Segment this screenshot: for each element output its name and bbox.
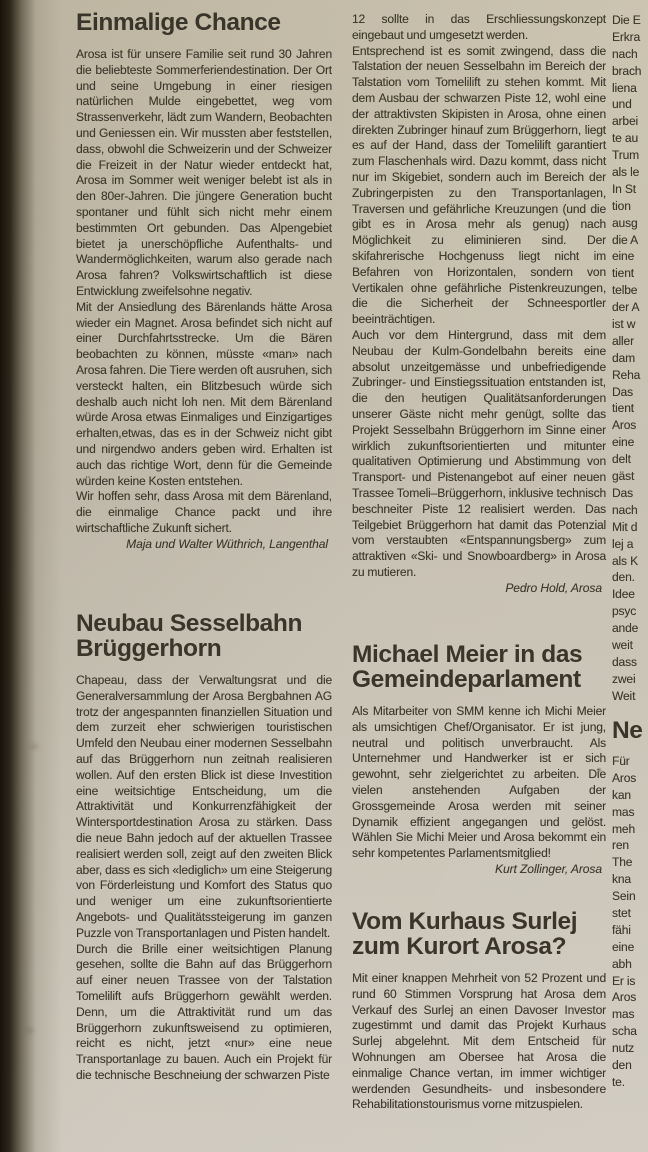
clipped-text-line: delt bbox=[612, 452, 631, 467]
paper-smudge bbox=[26, 1028, 34, 1033]
paragraph: Entsprechend ist es somit zwingend, dass die Talstation der neuen Sesselbahn im Bereich der Talstation vom Tomelilift zu stehen kommt. Mit dem Ausbau der schwarzen Piste 12, wohl eine der attraktivsten Skipisten in Arosa, ohne einen direkten Zubringer hinauf zum Brüggerhorn, liegt es auf der Hand, dass der Tomelilift garantiert zum Flaschenhals wird. Dazu kommt, dass nicht nur im Skigebiet, sondern auch im Bereich der Zubringerpisten zu den Transportanlagen, Traversen und gefährliche Kreuzungen (und die gibt es in Arosa mehr als genug) nach Möglichkeit zu eliminieren sind. Der skifahrerische Hochgenuss liegt nicht im Befahren von Horizontalen, sondern von Vertikalen ohne gefährliche Pistenkreuzungen, die die Sicherheit der Schneesportler beeinträchtigen. bbox=[352, 43, 606, 327]
clipped-text-line: Das bbox=[612, 384, 633, 399]
clipped-text-line: aller bbox=[612, 333, 634, 348]
clipped-text-line: und bbox=[612, 97, 632, 112]
article-kurhaus-surlej bbox=[352, 909, 606, 1113]
clipped-text-line: Erkra bbox=[612, 29, 640, 44]
letter-signature: Kurt Zollinger, Arosa bbox=[494, 861, 602, 876]
article-heading: Vom Kurhaus Surlej zum Kurort Arosa? bbox=[352, 908, 578, 960]
clipped-text-line: tient bbox=[612, 266, 634, 281]
paragraph: 12 sollte in das Erschliessungskonzept eingebaut und umgesetzt werden. bbox=[352, 12, 606, 42]
clipped-text-line: ande bbox=[612, 621, 639, 636]
clipped-text-line: stet bbox=[612, 906, 631, 921]
paragraph: Durch die Brille einer weitsichtigen Planung gesehen, sollte die Bahn auf das Brüggerhorn auf einer neuen Trassee von der Talstation Tomelilift aufs Brüggerhorn gewählt werden. Denn, um die Attraktivität rund um das Brüggerhorn zukunftsweisend zu optimieren, reicht es nicht, jetzt «nur» eine neue Transportanlage zu bauen. Auch ein Projekt für die technische Beschneiung der schwarzen Piste bbox=[76, 941, 332, 1082]
paper-smudge bbox=[30, 744, 39, 749]
article-einmalige-chance bbox=[76, 10, 332, 553]
clipped-text-line: tient bbox=[612, 401, 634, 416]
clipped-text-line: nach bbox=[612, 502, 638, 517]
clipped-text-line: Idee bbox=[612, 587, 635, 602]
clipped-text-line: The bbox=[612, 855, 633, 870]
clipped-text-line: als le bbox=[612, 165, 640, 180]
clipped-text-line: Aros bbox=[612, 770, 637, 785]
clipped-text-line: der A bbox=[612, 300, 640, 315]
clipped-text-line: mas bbox=[612, 1007, 635, 1022]
clipped-text-line: arbei bbox=[612, 114, 638, 129]
clipped-text-line: abh bbox=[612, 956, 632, 971]
clipped-text-line: telbe bbox=[612, 283, 638, 298]
letter-signature: Pedro Hold, Arosa bbox=[505, 580, 602, 595]
clipped-text-line: Reha bbox=[612, 367, 641, 382]
clipped-text-line: brach bbox=[612, 63, 642, 78]
article-body bbox=[76, 47, 332, 537]
article-neubau-continuation bbox=[352, 12, 606, 596]
clipped-text-line: Für bbox=[612, 754, 630, 768]
clipped-text-line: Das bbox=[612, 485, 633, 500]
clipped-text-line: lej a bbox=[612, 536, 634, 551]
clipped-text-line: Sein bbox=[612, 889, 636, 904]
clipped-text-line: fähi bbox=[612, 922, 631, 937]
clipped-article-heading: Ne bbox=[612, 717, 643, 744]
clipped-text-line: ausg bbox=[612, 215, 638, 230]
clipped-text-line: gäst bbox=[612, 469, 635, 484]
article-heading: Michael Meier in das Gemeindeparlament bbox=[352, 641, 583, 693]
article-neubau-sesselbahn bbox=[76, 611, 332, 1084]
clipped-text-block-top bbox=[612, 12, 648, 705]
clipped-text-line: dass bbox=[612, 654, 637, 669]
clipped-text-line: kna bbox=[612, 872, 631, 887]
paragraph: Auch vor dem Hintergrund, dass mit dem Neubau der Kulm-Gondelbahn bereits eine absolut unzeitgemässe und unbefriedigende Zubringer- und Einstiegssituation entstanden ist, die den heutigen Qualitätsanforderungen unserer Gäste nicht mehr genügt, sollte das Projekt Sesselbahn Brüggerhorn im Sinne einer wirklich zukunftsorientierten und mitunter qualitativen Optimierung und Abstimmung von Transport- und Pistenangebot auf einer neuen Trassee Tomeli–Brüggerhorn, inklusive technisch beschneiter Piste 12 realisiert werden. Das Teilgebiet Brüggerhorn hat damit das Potenzial vom verstaubten «Entspannungsberg» zum attraktiven «Ski- und Snowboardberg» in Arosa zu mutieren. bbox=[352, 327, 606, 579]
clipped-text-line: Aros bbox=[612, 990, 637, 1005]
clipped-text-line: In St bbox=[612, 181, 636, 196]
article-body bbox=[352, 704, 606, 862]
paragraph: Mit einer knappen Mehrheit von 52 Prozent und rund 60 Stimmen Vorsprung hat Arosa dem Verkauf des Surlej an einen Davoser Investor zugestimmt und damit das Projekt Kurhaus Surlej abgelehnt. Mit dem Entscheid für Wohnungen am Obersee hat Arosa die einmalige Chance vertan, im immer wichtiger werdenden Gesundheits- und insbesondere Rehabilitationstourismus vorne mitzuspielen. bbox=[352, 971, 606, 1112]
clipped-text-block-bottom bbox=[612, 753, 648, 1091]
paragraph: Arosa ist für unsere Familie seit rund 30 Jahren die beliebteste Sommerferiendestination. Der Ort und seine Umgebung in einer riesigen natürlichen Mulde eingebettet, weg vom Strassenverkehr, lädt zum Wandern, Beobachten und Geniessen ein. Wir mussten aber feststellen, dass, obwohl die Schweizerin und der Schweizer die Freizeit in der Natur wieder entdeckt hat, Arosa im Sommer weit weniger belebt ist als in den 80er-Jahren. Die jüngere Generation bucht spontaner und fühlt sich nicht mehr einem bestimmten Ort gebunden. Das Alpengebiet bietet ja unerschöpfliche Aufenthalts- und Wandermöglichkeiten, warum also gerade nach Arosa fahren? Volkswirtschaftlich ist diese Entwicklung zweifelsohne negativ. bbox=[76, 47, 332, 298]
clipped-text-line: Weit bbox=[612, 688, 636, 703]
clipped-text-line: ren bbox=[612, 838, 629, 853]
paragraph: Chapeau, dass der Verwaltungsrat und die Generalversammlung der Arosa Bergbahnen AG trotz der angespannten finanziellen Situation und dem zurzeit eher schwierigen touristischen Umfeld den Neubau einer modernen Sesselbahn auf das Brüggerhorn nun zeitnah realisieren wollen. Auf den ersten Blick ist diese Investition eine weitsichtige Entscheidung, um die Attraktivität und Konkurrenzfähigkeit der Wintersportdestination Arosa zu stärken. Dass die neue Bahn jedoch auf der aktuellen Trassee realisiert werden soll, zeigt auf den zweiten Blick aber, dass es sich «lediglich» um eine Steigerung von Förderleistung und Komfort des Status quo und weniger um eine zukunftsorientierte Angebots- und Qualitätssteigerung im ganzen Puzzle von Transportanlagen und Pisten handelt. bbox=[76, 673, 332, 940]
clipped-text-line: als K bbox=[612, 553, 638, 568]
clipped-text-line: den bbox=[612, 1058, 632, 1073]
paragraph: Mit der Ansiedlung des Bärenlands hätte Arosa wieder ein Magnet. Arosa befindet sich nicht auf einer Durchfahrtsstrecke. Um die Bären beobachten zu können, müsste «man» nach Arosa fahren. Die Tiere werden oft ausruhen, sich versteckt halten, ein Blitzbesuch würde sich deshalb auch nicht loh nen. Mit dem Bärenland würde Arosa etwas Einmaliges und Einzigartiges erhalten,etwas, das es in der Schweiz nicht gibt und nirgendwo anders geben wird. Erhalten ist auch das richtige Wort, denn für die Gemeinde würden keine Kosten entstehen. bbox=[76, 299, 332, 488]
clipped-text-line: scha bbox=[612, 1024, 637, 1039]
clipped-text-line: dam bbox=[612, 350, 635, 365]
clipped-text-line: eine bbox=[612, 435, 635, 450]
column-2 bbox=[352, 12, 606, 1152]
article-heading: Einmalige Chance bbox=[76, 9, 281, 36]
clipped-text-line: Mit d bbox=[612, 519, 638, 534]
clipped-text-line: eine bbox=[612, 939, 635, 954]
article-heading: Neubau Sesselbahn Brüggerhorn bbox=[76, 610, 303, 662]
clipped-text-line: zwei bbox=[612, 671, 636, 686]
article-body bbox=[76, 673, 332, 1084]
paragraph: Wir hoffen sehr, dass Arosa mit dem Bärenland, die einmalige Chance packt und ihre wirtschaftliche Zukunft sichert. bbox=[76, 489, 332, 535]
clipped-text-line: liena bbox=[612, 80, 637, 95]
clipped-text-line: nutz bbox=[612, 1041, 635, 1056]
clipped-text-line: Trum bbox=[612, 148, 640, 163]
article-body bbox=[352, 12, 606, 581]
clipped-text-line: nach bbox=[612, 46, 638, 61]
clipped-text-line: Die E bbox=[612, 13, 641, 27]
column-1 bbox=[76, 10, 332, 1152]
article-body bbox=[352, 971, 606, 1113]
letter-signature: Maja und Walter Wüthrich, Langenthal bbox=[126, 536, 328, 551]
clipped-text-line: tion bbox=[612, 198, 631, 213]
clipped-text-line: die A bbox=[612, 232, 638, 247]
column-3-clipped bbox=[612, 8, 648, 1152]
clipped-text-line: den. bbox=[612, 570, 635, 585]
clipped-text-line: Aros bbox=[612, 418, 637, 433]
article-michael-meier bbox=[352, 642, 606, 878]
clipped-text-line: kan bbox=[612, 787, 631, 802]
clipped-text-line: te. bbox=[612, 1074, 625, 1089]
clipped-text-line: ist w bbox=[612, 317, 636, 332]
clipped-text-line: te au bbox=[612, 131, 638, 146]
paragraph: Als Mitarbeiter von SMM kenne ich Michi Meier als umsichtigen Chef/Organisator. Er ist jung, neutral und politisch unverbraucht. Als Unternehmer und Handwerker ist er sich gewohnt, sehr zielgerichtet zu arbeiten. Die vielen anstehenden Aufgaben der Grossgemeinde Arosa werden mit seiner Dynamik effizient angegangen und gelöst. Wählen Sie Michi Meier und Arosa bekommt ein sehr kompetentes Parlamentsmitglied! bbox=[352, 704, 606, 861]
clipped-text-line: psyc bbox=[612, 604, 637, 619]
clipped-text-line: weit bbox=[612, 637, 633, 652]
clipped-text-line: Er is bbox=[612, 973, 636, 988]
clipped-text-line: meh bbox=[612, 821, 635, 836]
clipped-text-line: eine bbox=[612, 249, 635, 264]
clipped-text-line: mas bbox=[612, 804, 635, 819]
